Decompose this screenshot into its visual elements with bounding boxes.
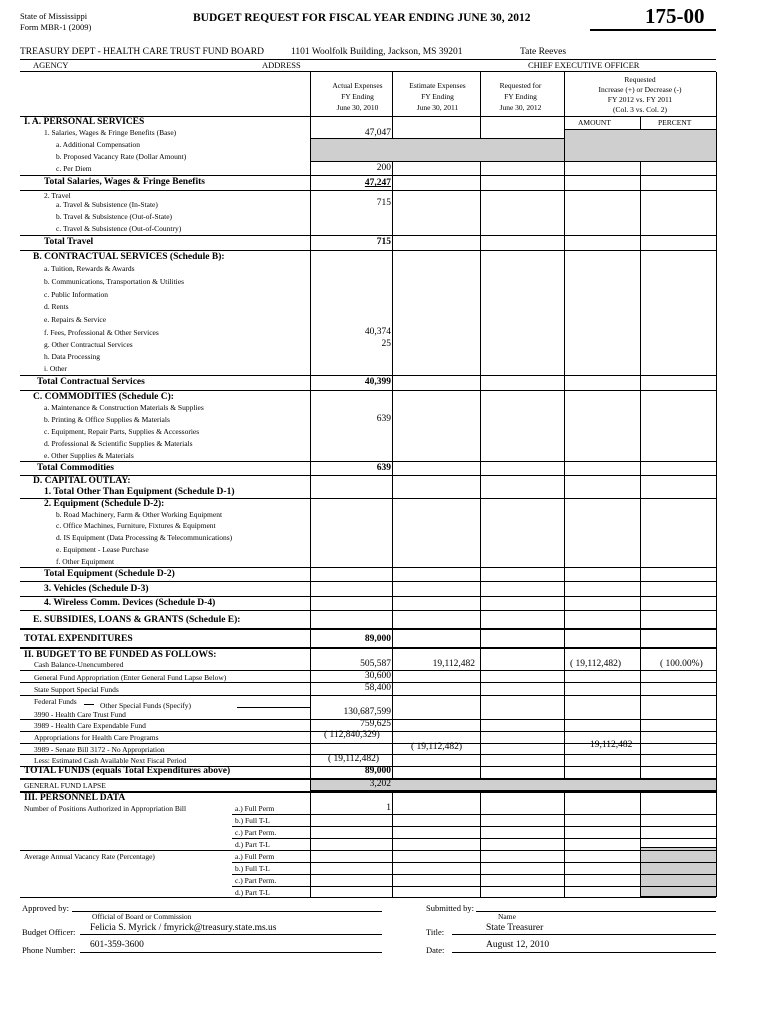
cash-balance-label: Cash Balance-Unencumbered (34, 660, 124, 669)
row-rule (20, 235, 716, 236)
row-rule (20, 567, 716, 568)
lapse-actual: 3,202 (369, 779, 391, 789)
approp-actual: ( 112,840,329) (324, 730, 380, 740)
commodities-b-label: b. Printing & Office Supplies & Materials (44, 415, 170, 424)
total-commodities-label: Total Commodities (37, 463, 114, 473)
wireless-label: 4. Wireless Comm. Devices (Schedule D-4) (44, 598, 216, 608)
capital-e-label: e. Equipment - Lease Purchase (56, 545, 149, 554)
phone-line (80, 952, 382, 953)
vehicles-label: 3. Vehicles (Schedule D-3) (44, 584, 149, 594)
commodities-c-label: c. Equipment, Repair Parts, Supplies & Accessories (44, 427, 200, 436)
per-diem-actual: 200 (376, 163, 391, 173)
positions-label: Number of Positions Authorized in Appropriation Bill (24, 804, 187, 813)
page-title: BUDGET REQUEST FOR FISCAL YEAR ENDING JUNE 30, 2012 (193, 12, 531, 24)
address-value: 1101 Woolfolk Building, Jackson, MS 39201 (291, 47, 463, 57)
cash-balance-actual: 505,587 (360, 659, 391, 669)
shaded-cell (310, 138, 565, 162)
phone-value[interactable]: 601-359-3600 (90, 940, 144, 950)
row-rule (20, 628, 716, 630)
contractual-f-label: f. Fees, Professional & Other Services (44, 328, 159, 337)
less-label: Less: Estimated Cash Available Next Fiscal Period (34, 756, 187, 765)
ceo-value: Tate Reeves (520, 47, 567, 57)
form-number: 175-00 (645, 4, 705, 28)
travel-in-state-label: a. Travel & Subsistence (In-State) (56, 200, 158, 209)
positions-row-3: c.) Part Perm. (235, 828, 277, 837)
commodities-e-label: e. Other Supplies & Materials (44, 451, 134, 460)
row-rule (20, 375, 716, 376)
personnel-heading: III. PERSONNEL DATA (24, 793, 126, 803)
capital-other-label: 1. Total Other Than Equipment (Schedule D-1) (44, 487, 235, 497)
contractual-e-label: e. Repairs & Service (44, 315, 107, 324)
row-rule (20, 850, 716, 851)
form-id: Form MBR-1 (2009) (20, 22, 92, 32)
r3989-actual: 759,625 (360, 719, 391, 729)
row-rule (232, 814, 716, 815)
row-rule (20, 596, 716, 597)
title-line (452, 934, 716, 935)
federal-funds-line (84, 704, 94, 705)
shaded-cell (640, 847, 717, 897)
row-rule (20, 610, 716, 611)
percent-header: PERCENT (658, 118, 692, 127)
capital-equipment-label: 2. Equipment (Schedule D-2): (44, 499, 165, 509)
travel-out-country-label: c. Travel & Subsistence (Out-of-Country) (56, 224, 182, 233)
funding-heading: II. BUDGET TO BE FUNDED AS FOLLOWS: (24, 650, 217, 660)
budget-officer-line (80, 934, 382, 935)
contractual-i-label: i. Other (44, 364, 67, 373)
col-change-header: Requested Increase (+) or Decrease (-) FY 2012 vs. FY 2011 (Col. 3 vs. Col. 2) (598, 75, 682, 114)
date-value[interactable]: August 12, 2010 (486, 940, 550, 950)
state-support-actual: 58,400 (364, 683, 391, 693)
capital-heading: D. CAPITAL OUTLAY: (33, 476, 131, 486)
total-funds-label: TOTAL FUNDS (equals Total Expenditures above) (24, 766, 231, 776)
additional-comp-label: a. Additional Compensation (56, 140, 140, 149)
total-travel-label: Total Travel (44, 237, 94, 247)
contractual-heading: B. CONTRACTUAL SERVICES (Schedule B): (33, 252, 225, 262)
approp-label: Appropriations for Health Care Programs (34, 733, 159, 742)
commodities-a-label: a. Maintenance & Construction Materials & Supplies (44, 403, 204, 412)
col-line-3 (480, 72, 481, 897)
address-label: ADDRESS (262, 60, 301, 70)
commodities-heading: C. COMMODITIES (Schedule C): (33, 392, 174, 402)
vacancy-rate-label: b. Proposed Vacancy Rate (Dollar Amount) (56, 152, 187, 161)
r3990-actual: 130,687,599 (343, 707, 391, 717)
capital-c-label: c. Office Machines, Furniture, Fixtures & Equipment (56, 521, 216, 530)
date-line (452, 952, 716, 953)
travel-out-state-label: b. Travel & Subsistence (Out-of-State) (56, 212, 173, 221)
budget-officer-label: Budget Officer: (22, 927, 76, 937)
other-special-line (237, 707, 310, 708)
lapse-label: GENERAL FUND LAPSE (24, 781, 106, 790)
title-value[interactable]: State Treasurer (486, 923, 544, 933)
submitted-by-label: Submitted by: (426, 903, 474, 913)
row-rule (232, 826, 716, 827)
row-rule (20, 390, 716, 391)
col-line-4 (564, 72, 565, 897)
less-actual: ( 19,112,482) (328, 754, 380, 764)
senate-bill-estimate: ( 19,112,482) (411, 742, 463, 752)
capital-f-label: f. Other Equipment (56, 557, 115, 566)
date-label: Date: (426, 945, 445, 955)
row-rule (232, 874, 716, 875)
total-salaries-label: Total Salaries, Wages & Fringe Benefits (44, 177, 205, 187)
vacancy-row-1: a.) Full Perm (235, 852, 275, 861)
cash-balance-percent: ( 100.00%) (660, 659, 703, 669)
row-rule (20, 175, 716, 176)
amount-header: AMOUNT (578, 118, 611, 127)
total-expenditures-label: TOTAL EXPENDITURES (24, 634, 133, 644)
total-funds-actual: 89,000 (364, 766, 391, 776)
row-rule (232, 862, 716, 863)
row-rule (20, 695, 716, 696)
row-rule (20, 461, 716, 462)
federal-funds-label: Federal Funds (34, 697, 77, 706)
cash-balance-amount: ( 19,112,482) (570, 659, 622, 669)
state-support-label: State Support Special Funds (34, 685, 119, 694)
shaded-cell (564, 129, 717, 162)
total-salaries-actual: 47,247 (364, 178, 391, 188)
full-perm-actual: 1 (386, 803, 391, 813)
col-line-6 (716, 72, 717, 897)
row-rule (232, 886, 716, 887)
contractual-a-label: a. Tuition, Rewards & Awards (44, 264, 135, 273)
r3989-label: 3989 - Health Care Expendable Fund (34, 721, 146, 730)
row-rule (20, 190, 716, 191)
travel-label: 2. Travel (44, 191, 71, 200)
subsidies-label: E. SUBSIDIES, LOANS & GRANTS (Schedule E): (33, 615, 241, 625)
general-fund-label: General Fund Appropriation (Enter General Fund Lapse Below) (34, 673, 227, 682)
senate-bill-label: 3989 - Senate Bill 3172 - No Appropriation (34, 745, 165, 754)
form-number-underline (590, 29, 716, 31)
vacancy-row-4: d.) Part T-L (235, 888, 270, 897)
total-travel-actual: 715 (376, 237, 391, 247)
col-requested-header: Requested for FY Ending June 30, 2012 (499, 81, 542, 112)
vacancy-row-3: c.) Part Perm. (235, 876, 277, 885)
general-fund-actual: 30,600 (364, 671, 391, 681)
per-diem-label: c. Per Diem (56, 164, 92, 173)
agency-label: AGENCY (33, 60, 69, 70)
vacancy-percent-label: Average Annual Vacancy Rate (Percentage) (24, 852, 155, 861)
positions-row-4: d.) Part T-L (235, 840, 270, 849)
table-bottom-rule (20, 897, 716, 898)
salaries-label: 1. Salaries, Wages & Fringe Benefits (Base) (44, 128, 177, 137)
state-name: State of Mississippi (20, 11, 88, 21)
other-special-label: Other Special Funds (Specify) (100, 701, 192, 710)
row-rule (20, 647, 716, 649)
contractual-g-actual: 25 (381, 339, 391, 349)
ceo-label: CHIEF EXECUTIVE OFFICER (528, 60, 640, 70)
contractual-h-label: h. Data Processing (44, 352, 101, 361)
positions-row-1: a.) Full Perm (235, 804, 275, 813)
total-expenditures-actual: 89,000 (364, 634, 391, 644)
budget-officer-value[interactable]: Felicia S. Myrick / fmyrick@treasury.state.ms.us (90, 923, 277, 933)
capital-d-label: d. IS Equipment (Data Processing & Telecommunications) (56, 533, 233, 542)
row-rule (232, 838, 716, 839)
contractual-b-label: b. Communications, Transportation & Utilities (44, 277, 185, 286)
commodities-d-label: d. Professional & Scientific Supplies & Materials (44, 439, 193, 448)
contractual-c-label: c. Public Information (44, 290, 108, 299)
r3990-label: 3990 - Health Care Trust Fund (34, 710, 126, 719)
total-commodities-actual: 639 (376, 463, 391, 473)
senate-bill-amount: 19,112,482 (590, 740, 633, 750)
col-line-2 (392, 72, 393, 897)
total-equipment-label: Total Equipment (Schedule D-2) (44, 569, 175, 579)
official-caption: Official of Board or Commission (92, 912, 192, 921)
contractual-f-actual: 40,374 (364, 327, 391, 337)
capital-b-label: b. Road Machinery, Farm & Other Working Equipment (56, 510, 223, 519)
header-rule-2 (20, 71, 716, 72)
contractual-g-label: g. Other Contractual Services (44, 340, 133, 349)
travel-in-state-actual: 715 (376, 198, 391, 208)
vacancy-row-2: b.) Full T-L (235, 864, 270, 873)
row-rule (20, 250, 716, 251)
agency-value: TREASURY DEPT - HEALTH CARE TRUST FUND BOARD (20, 47, 264, 57)
approved-by-label: Approved by: (22, 903, 69, 913)
col-actual-header: Actual Expenses FY Ending June 30, 2010 (332, 81, 383, 112)
name-caption: Name (498, 912, 516, 921)
contractual-d-label: d. Rents (44, 302, 69, 311)
salaries-actual: 47,047 (364, 128, 391, 138)
positions-row-2: b.) Full T-L (235, 816, 270, 825)
commodities-b-actual: 639 (376, 414, 391, 424)
total-contractual-label: Total Contractual Services (37, 377, 145, 387)
col-estimate-header: Estimate Expenses FY Ending June 30, 2011 (409, 81, 466, 112)
personal-heading: I. A. PERSONAL SERVICES (24, 117, 145, 127)
total-contractual-actual: 40,399 (364, 377, 391, 387)
row-rule (20, 581, 716, 582)
cash-balance-estimate: 19,112,482 (432, 659, 475, 669)
title-label: Title: (426, 927, 445, 937)
phone-label: Phone Number: (22, 945, 76, 955)
